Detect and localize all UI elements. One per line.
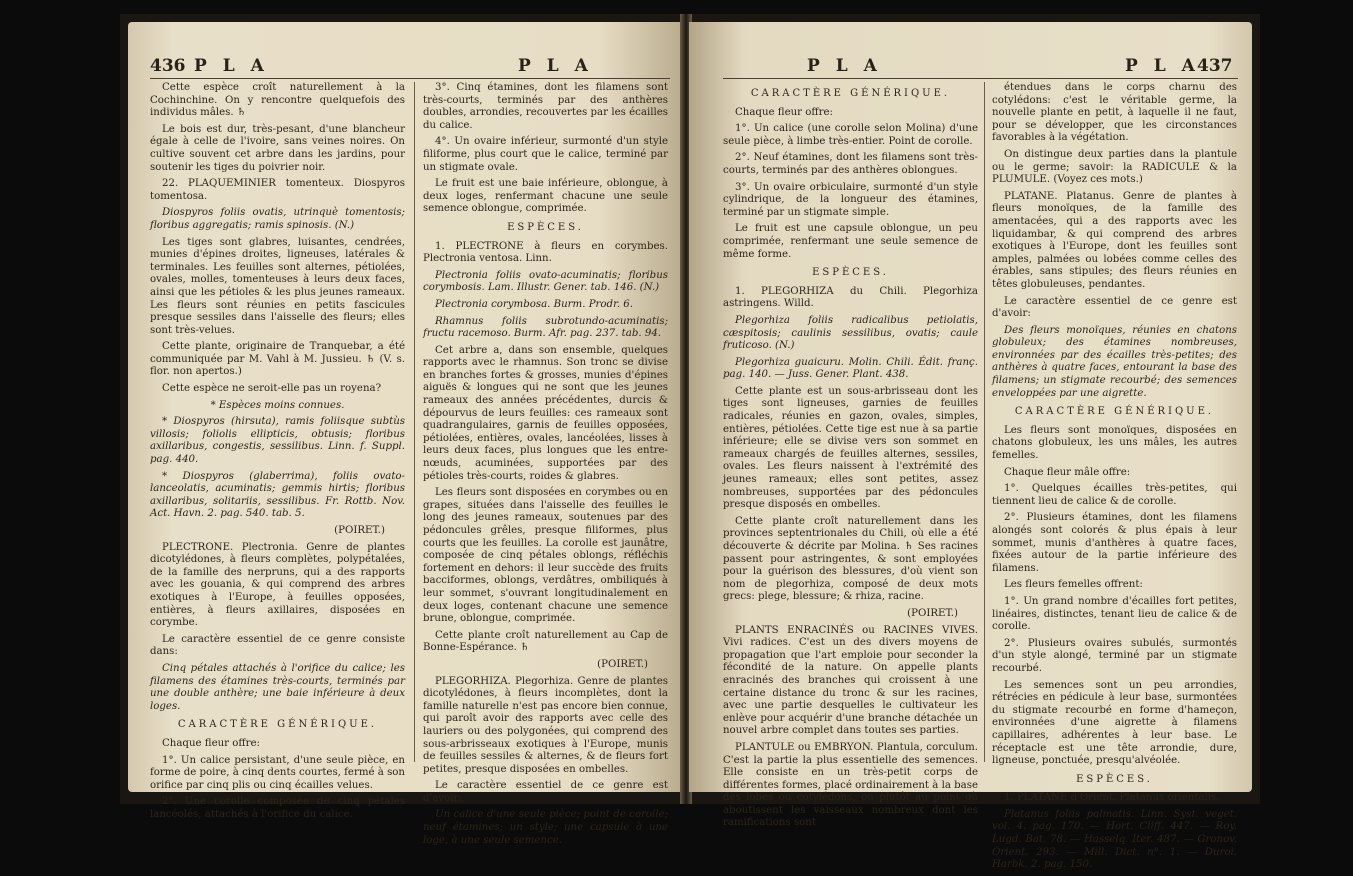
- latin-diagnosis: Plectronia foliis ovato-acuminatis; floribus corymbosis. Lam. Illustr. Gener. tab. 146. (N.): [423, 269, 668, 294]
- paragraph: Cette plante, originaire de Tranquebar, a été communiquée par M. Vahl à M. Jussieu. ♄ (V. s. flor. non apertos.): [150, 341, 405, 378]
- section-heading: ESPÈCES.: [812, 267, 889, 279]
- paragraph: Le caractère essentiel de ce genre consiste dans:: [150, 633, 405, 658]
- left-column-1: [150, 82, 405, 825]
- paragraph: 2°. Une corolle composée de cinq pétales lancéolés, attachés à l'orifice du calice.: [150, 796, 405, 820]
- section-heading: ESPÈCES.: [507, 221, 584, 233]
- entry-heading: PLATANE. Platanus. Genre de plantes à fleurs monoïques, de la famille des amentacées, qui a des rapports avec les liquidambar, & qui comprend des arbres exotiques à l'Europe, dont les feuilles sont amples, palmées ou lobées comme celles des érables, sans stipules; des fleurs réunies en têtes globuleuses, pendantes.: [992, 190, 1237, 290]
- latin-diagnosis: Plegorhiza guaicuru. Molin. Chili. Édit. franç. pag. 140. — Juss. Gener. Plant. 438.: [723, 356, 978, 381]
- paragraph: 1°. Un calice (une corolle selon Molina) d'une seule pièce, à limbe très-entier. Point de corolle.: [723, 123, 978, 147]
- open-book: [120, 14, 1260, 871]
- right-column-1: [723, 82, 978, 834]
- left-page: [128, 22, 683, 846]
- entry-heading: PLEGORHIZA. Plegorhiza. Genre de plantes dicotylédones, à fleurs incomplètes, dont la famille naturelle n'est pas encore bien connue, qui paroît avoir des rapports avec celle des lauriers ou des polygonées, qui comprend des sous-arbrisseaux exotiques à l'Europe, munis de feuilles sessiles & alternes, & de fleurs fort petites, presque disposées en ombelles.: [423, 675, 668, 775]
- paragraph: 3°. Un ovaire orbiculaire, surmonté d'un style cylindrique, de la longueur des étamines, terminé par un stigmate simple.: [723, 181, 978, 218]
- column-divider: [984, 82, 985, 762]
- latin-diagnosis: Plectronia corymbosa. Burm. Prodr. 6.: [435, 298, 634, 310]
- running-head-left-a: P L A: [194, 56, 269, 76]
- author-signature: (POIRET.): [907, 607, 958, 619]
- paragraph: Le fruit est une capsule oblongue, un peu comprimée, renfermant une seule semence de même forme.: [723, 223, 978, 260]
- paragraph: 1°. Un calice persistant, d'une seule pièce, en forme de poire, à cinq dents courtes, fermé à son orifice par cinq plis ou cinq écailles velues.: [150, 754, 405, 791]
- essential-character: Cinq pétales attachés à l'orifice du calice; les filamens des étamines très-courts, terminés par une double anthère; une baie inférieure à deux loges.: [150, 662, 405, 712]
- latin-diagnosis: * Diospyros (glaberrima), foliis ovato-lanceolatis, acuminatis; gemmis hirtis; floribus axillaribus, solitariis, sessilibus. Fr. Rottb. Nov. Act. Havn. 2. pag. 540. tab. 5.: [150, 470, 405, 520]
- section-heading: CARACTÈRE GÉNÉRIQUE.: [1014, 406, 1215, 418]
- header-rule: [150, 78, 670, 79]
- paragraph: Chaque fleur mâle offre:: [1004, 466, 1131, 478]
- section-heading: CARACTÈRE GÉNÉRIQUE.: [177, 719, 378, 731]
- entry-heading: PLECTRONE. Plectronia. Genre de plantes dicotylédones, à fleurs complètes, polypétalées, de la famille des nerpruns, qui a des rapports avec les gouania, & qui comprend des arbres exotiques à l'Europe, à feuilles opposées, entières, à fleurs axillaires, disposées en corymbe.: [150, 541, 405, 629]
- column-divider: [414, 82, 415, 762]
- essential-character: Un calice d'une seule pièce; point de corolle; neuf étamines; un style; une capsule à une loge, à une seule semence.: [423, 809, 668, 846]
- entry-heading: 22. PLAQUEMINIER tomenteux. Diospyros tomentosa.: [150, 178, 405, 202]
- paragraph: 2°. Plusieurs ovaires subulés, surmontés d'un style alongé, terminé par un stigmate recourbé.: [992, 637, 1237, 674]
- paragraph: 1°. Un grand nombre d'écailles fort petites, linéaires, distinctes, tenant lieu de calice & de corolle.: [992, 595, 1237, 633]
- paragraph: Cette espèce ne seroit-elle pas un royena?: [162, 383, 382, 395]
- paragraph: 1°. Quelques écailles très-petites, qui tiennent lieu de calice & de corolle.: [992, 483, 1237, 507]
- entry-heading: PLANTULE ou EMBRYON. Plantula, corculum. C'est la partie la plus essentielle des semences. Elle consiste en un très-petit corps de différentes formes, placé ordinairement à la base des lobes ou cotylédons, ou plutôt au point où aboutissent les vaisseaux nombreux dont les ramifications sont: [723, 741, 978, 829]
- author-signature: (POIRET.): [334, 525, 385, 536]
- header-rule: [723, 78, 1238, 79]
- paragraph: Les fleurs sont monoïques, disposées en chatons globuleux, les uns mâles, les autres femelles.: [992, 424, 1237, 462]
- right-page: [689, 22, 1252, 871]
- right-column-2: [992, 82, 1237, 876]
- section-subheading: * Espèces moins connues.: [210, 399, 345, 411]
- paragraph: 3°. Cinq étamines, dont les filamens sont très-courts, terminés par des anthères doubles, arrondies, recouvertes par les écailles du calice.: [423, 82, 668, 131]
- author-signature: (POIRET.): [597, 658, 648, 670]
- latin-diagnosis: Plegorhiza foliis radicalibus petiolatis, cæspitosis; caulinis sessilibus, ovatis; caule fruticoso. (N.): [723, 314, 978, 352]
- essential-character: Des fleurs monoïques, réunies en chatons globuleux; des étamines nombreuses, environnées par des écailles très-petites; des anthères à quatre faces, entourant la base des filamens; un stigmate recourbé; des semences enveloppées par une aigrette.: [992, 324, 1237, 399]
- paragraph: Cette plante est un sous-arbrisseau dont les tiges sont ligneuses, garnies de feuilles radicales, réunies en gazon, ovales, simples, entières, pétiolées. Cette tige est nue à sa partie inférieure; elle se divise vers son sommet en rameaux chargés de feuilles alternes, sessiles, ovales. Les fleurs naissent à l'extrémité des jeunes rameaux; elles sont petites, assez nombreuses, supportées par des pédoncules presque disposés en ombelles.: [723, 385, 978, 511]
- running-head-right-b: P L A: [1125, 56, 1200, 76]
- paragraph: On distingue deux parties dans la plantule ou le germe; savoir: la RADICULE & la PLUMULE. (Voyez ces mots.): [992, 148, 1237, 186]
- entry-heading: 1. PLATANE d'Orient. Platanus orientalis.: [1004, 792, 1220, 804]
- paragraph: Cette plante croît naturellement au Cap de Bonne-Espérance. ♄: [423, 629, 668, 654]
- entry-heading: 1. PLECTRONE à fleurs en corymbes. Plectronia ventosa. Linn.: [423, 240, 668, 265]
- entry-heading: 1. PLEGORHIZA du Chili. Plegorhiza astringens. Willd.: [723, 285, 978, 310]
- paragraph: Les fleurs sont disposées en corymbes ou en grapes, situées dans l'aisselle des feuilles le long des jeunes rameaux, soutenues par des pédoncules grêles, presque filiformes, plus courts que les feuilles. La corolle est jaunâtre, composée de cinq pétales oblongs, réfléchis fortement en dehors: il leur succède des fruits bacciformes, oblongs, verdâtres, ombiliqués à leur sommet, s'ouvrant longitudinalement en deux loges, contenant chacune une semence brune, oblongue, comprimée.: [423, 487, 668, 625]
- running-head-left-b: P L A: [518, 56, 593, 76]
- paragraph: Le fruit est une baie inférieure, oblongue, à deux loges, renfermant chacune une seule semence oblongue, comprimée.: [423, 178, 668, 215]
- paragraph: Le caractère essentiel de ce genre est d'avoir:: [992, 295, 1237, 320]
- paragraph: 2°. Neuf étamines, dont les filamens sont très-courts, terminés par des anthères oblongues.: [723, 152, 978, 176]
- paragraph: Les tiges sont glabres, luisantes, cendrées, munies d'épines droites, ligneuses, latérales & terminales. Les feuilles sont alternes, pétiolées, ovales, molles, tomenteuses à leurs deux faces, ainsi que les pétioles & les plus jeunes rameaux. Les fleurs sont réunies en petits fascicules presque sessiles dans l'aisselle des fleurs; elles sont très-velues.: [150, 236, 405, 336]
- entry-heading: PLANTS ENRACINÉS ou RACINES VIVES. Vivi radices. C'est un des divers moyens de propagation que l'art emploie pour seconder la fécondité de la nature. On appelle plants enracinés des branches qui croissent à une certaine distance du tronc & sur les racines, avec une partie desquelles le cultivateur les enlève pour acquérir d'une branche détachée un nouvel arbre complet dans toutes ses parties.: [723, 624, 978, 737]
- page-number-left: 436: [150, 56, 186, 76]
- paragraph: Chaque fleur offre:: [735, 106, 833, 118]
- paragraph: Les semences sont un peu arrondies, rétrécies en pédicule à leur base, surmontées du stigmate recourbé en forme d'hameçon, environnées d'une aigrette à filamens capillaires, adhérentes à leur base. Le réceptacle est une tête arrondie, dure, ligneuse, ponctuée, presqu'alvéolée.: [992, 679, 1237, 767]
- latin-diagnosis: * Diospyros (hirsuta), ramis foliisque subtùs villosis; foliolis ellipticis, obtusis; floribus axillaribus, congestis, sessilibus. Linn. f. Suppl. pag. 440.: [150, 416, 405, 466]
- paragraph: 4°. Un ovaire inférieur, surmonté d'un style filiforme, plus court que le calice, terminé par un stigmate ovale.: [423, 136, 668, 173]
- latin-diagnosis: Rhamnus foliis subrotundo-acuminatis; fructu racemoso. Burm. Afr. pag. 237. tab. 94.: [423, 315, 668, 340]
- paragraph: Cette espèce croît naturellement à la Cochinchine. On y rencontre quelquefois des individus mâles. ♄: [150, 82, 405, 119]
- paragraph: Cet arbre a, dans son ensemble, quelques rapports avec le rhamnus. Son tronc se divise en branches fortes & grosses, munies d'épines aiguës & longues qui ne sont que les jeunes rameaux des années précédentes, durcis & dépourvus de leurs feuilles: ces rameaux sont quadrangulaires, garnis de feuilles opposées, pétiolées, entières, ovales, lancéolées, lisses à leurs deux faces, plus longues que les entre-nœuds, acuminées, supportées par des pétioles très-courts, roides & glabres.: [423, 344, 668, 482]
- latin-diagnosis: Platanus foliis palmatis. Linn. Syst. veget. vol. 4. pag. 170. — Hort. Cliff. 447. — Roy. Lugd. Bat. 78. — Hasselq. Iter. 487. — Gronov. Orient. 293. — Mill. Dict. n°. 1. — Duroi. Harbk. 2. pag. 150.: [992, 808, 1237, 871]
- section-heading: CARACTÈRE GÉNÉRIQUE.: [750, 88, 951, 99]
- paragraph: étendues dans le corps charnu des cotylédons: c'est le véritable germe, la nouvelle plante en petit, à laquelle il ne faut, pour se développer, que les circonstances favorables à la végétation.: [992, 82, 1237, 144]
- paragraph: Le bois est dur, très-pesant, d'une blancheur égale à celle de l'ivoire, sans veines noires. On cultive souvent cet arbre dans les jardins, pour soutenir les tiges du poivrier noir.: [150, 123, 405, 173]
- page-number-right: 437: [1197, 56, 1233, 76]
- paragraph: Les fleurs femelles offrent:: [1004, 579, 1143, 591]
- running-head-right-a: P L A: [807, 56, 882, 76]
- paragraph: Le caractère essentiel de ce genre est d'avoir:: [423, 780, 668, 804]
- left-column-2: [423, 82, 668, 851]
- paragraph: Chaque fleur offre:: [162, 737, 260, 749]
- paragraph: Cette plante croît naturellement dans les provinces septentrionales du Chili, où elle a été découverte & décrite par Molina. ♄ Ses racines passent pour astringentes, & sont employées pour la guérison des blessures, d'où vient son nom de plegorhiza, composé de deux mots grecs: plege, blessure; & rhiza, racine.: [723, 515, 978, 603]
- latin-diagnosis: Diospyros foliis ovatis, utrinquè tomentosis; floribus aggregatis; ramis spinosis. (N.): [150, 207, 405, 231]
- section-heading: ESPÈCES.: [1076, 773, 1153, 785]
- paragraph: 2°. Plusieurs étamines, dont les filamens alongés sont colorés & plus épais à leur sommet, munis d'anthères à quatre faces, fixées autour de la partie inférieure des filamens.: [992, 512, 1237, 574]
